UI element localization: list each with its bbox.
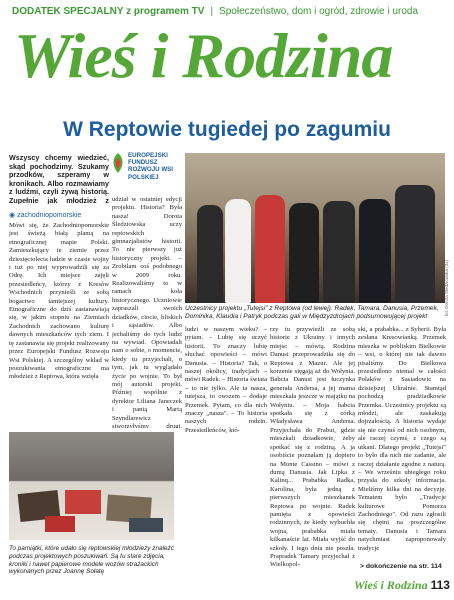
memorabilia-photo <box>9 432 174 540</box>
article-lead: Wszyscy chcemy wiedzieć, skąd pochodzimy. Szukamy przodków, szperamy w kronikach. Albo rozmawiamy z ludźmi, czyli żywą historią. Zupełnie jak młodzież z <box>9 154 109 204</box>
article-column-4: rzy tu przywieźli ze sobą historie z Ukrainy i innych miejsc – mówią. Rodzina Danusi przeprowadziła się do Reptowa z Mazur. Ale jej korzenie sięgają aż do Wołynia. Babcia Danusi jest łuczynka generała Andersa, a jej mama mieszkała jeszcze w majątku na Wołyniu. – Moja babcia spotkała się z córką Władysława Andersa. Przyjechała do Prabut, gdzie mieszkali dziadkowie, żeby spotkać się z rodziną. A ja osobiście poznałam ją dopiero na Monte Cassino – mówi z dumą Danusia. Jak Lipka z Kalinq... Prababka Radka, Karolina, była jedną z pierwszych mieszkanek Reptowa po wojnie. Radek pamięta z opowieści rodzinnych, że kiedy wybuchła wojna, prababka miała kilkanaście lat. Miała wyjść do szkoły. I tego dnia nie poszła. Prapradek Tamary przyjechał z Wielkopol- <box>270 326 355 569</box>
logo-leaf-icon <box>110 152 126 174</box>
group-photo <box>185 153 445 303</box>
article-column-5: ski, a prababka... z Syberii. Była zesłana Kresowianką. Przemek mieszka w pobliskim Bielkowie – wsi, o której nie tak dawno pisaliśmy. Do Bielkowa przesiedlono niemal w całości Polaków z Sasiadowic na dzisiejszej Ukrainie. Stamtąd pochodzą pradziadkowie Przemka. Uczestnicy projektu są młodzi, ale zaskakują dojrzałością. A historia wydaje się nie czymś od nich osobnym, ale raczej czymś, z czego są utkani. Dlatego projekt „Tutejsi" to było dla nich nie zadanie, ale raczej działanie zgodne z naturą. – We wrześniu ubiegłego roku przysła do szkoły informacja. Mieliśmy kilka dni na decyzję. Tematem było „Tradycje kulturowe Pomorza Zachodniego". Od razu zgłosili się chętni na poszczególne tematy. Danusia i Tamara natychmiast zaproponowały tradycje <box>358 326 446 552</box>
header-separator: | <box>210 5 214 17</box>
footer-brand-name: Wieś i Rodzina <box>354 578 428 592</box>
article-column-1: Mówi się, że Zachodniopomorskie jest świeżą białą plamą na etnograficznej mapie Polski. Zamieszkujący te ziemie przez dziesięciolecia ludzie w czasie wojny i tuż po niej wyprowadzili się za Odrę. Ich miejsce zajęli przesiedleńcy, którzy z Kresów Wschodnich przynieśli ze sobą bogactwo tamtejszej kultury. Etnograficzne do dziś zastanawiają się, w jakim stopniu na Ziemiach Zachodnich zachowano kulturę dawnych mieszkańców tych ziem. I tę zastanawia się projekt realizowany przez Europejski Fundusz Rozwoju Wsi Polskiej. A szczególny wkład w poszukiwania etnograficzne ma młodzież z Reptowa, która wzięła <box>9 222 109 381</box>
logo-text: EUROPEJSKI FUNDUSZ ROZWOJU WSI POLSKIEJ <box>128 152 174 181</box>
footer-brand <box>354 578 450 593</box>
memorabilia-caption: To pamiątki, które udało się reptowskiej młodzieży znaleźć podczas projektowych poszukiwań. Są tu stare zdjęcia, kroniki i nawet papierowe modele wozów strażackich wykonanych przez Joannę Sołatę <box>9 545 174 576</box>
article-column-2: udział w ostatniej edycji projektu. Historia? Była nasza! Dorota Śledziowska uczy reptowskich gimnazjalistów historii. To nie pierwszy już historyczny projekt. – Zrobiłam coś podobnego w 2009 roku. Realizowaliśmy to w ramach koła historycznego. Uczniowie zapraszali swoich dziadków, ciocie, bliskich i sąsiadów. Albo jechaliśmy do tych ludzi na wywiad. Opowiadali nam o sobie, o momencie, kiedy tu przyjechali, o tym, jak tu wyglądało życie po wojnie. To był mój autorski projekt. Później wspólnie z dyrektor Liliana Janeczek i panią Martą Szyndlarewicz stworzyłyśmy drugi, <box>112 196 182 428</box>
page-number: 113 <box>430 578 450 592</box>
photo-credit: fot. Dorota Śledziowska (3x) <box>444 260 449 317</box>
masthead-title: Wieś i Rodzina <box>14 20 393 91</box>
region-label <box>9 211 81 219</box>
continued-note: > dokończenie na str. 114 <box>360 563 442 570</box>
efrwp-logo <box>110 152 180 192</box>
photo-caption: Uczestnicy projektu „Tutejsi" z Reptowa (od lewej): Radek, Tamara, Danusia, Przemek, Dominika, Klaudia i Patryk podczas gali w Międzyzdrojach podsumowującej projekt <box>185 305 439 320</box>
article-headline: W Reptowie tugiedej po zagumiu <box>63 118 391 141</box>
supplement-label: DODATEK SPECJALNY z programem TV <box>12 5 205 17</box>
region-name: zachodniopomorskie <box>17 212 82 219</box>
section-topics: Społeczeństwo, dom i ogród, zdrowie i uroda <box>219 5 419 17</box>
article-column-3: ludzi w naszym wieku? – pytam. – Lubię się uczyć historii. To znaczy lubię słuchać opowieści – mówi Danusia. – Historia? Tak, o naszej okolicy, tradycjach – mówi Radek. – Historia świata – to nie tylko. Ale ta nasza, tutejsza, to owszem – dodaje Przemek. Pytam, co dla nich znaczy „nasza". – To historia naszych rodzin. Przesiedleńców, któ- <box>185 326 267 434</box>
location-pin-icon: ◉ <box>9 212 18 219</box>
